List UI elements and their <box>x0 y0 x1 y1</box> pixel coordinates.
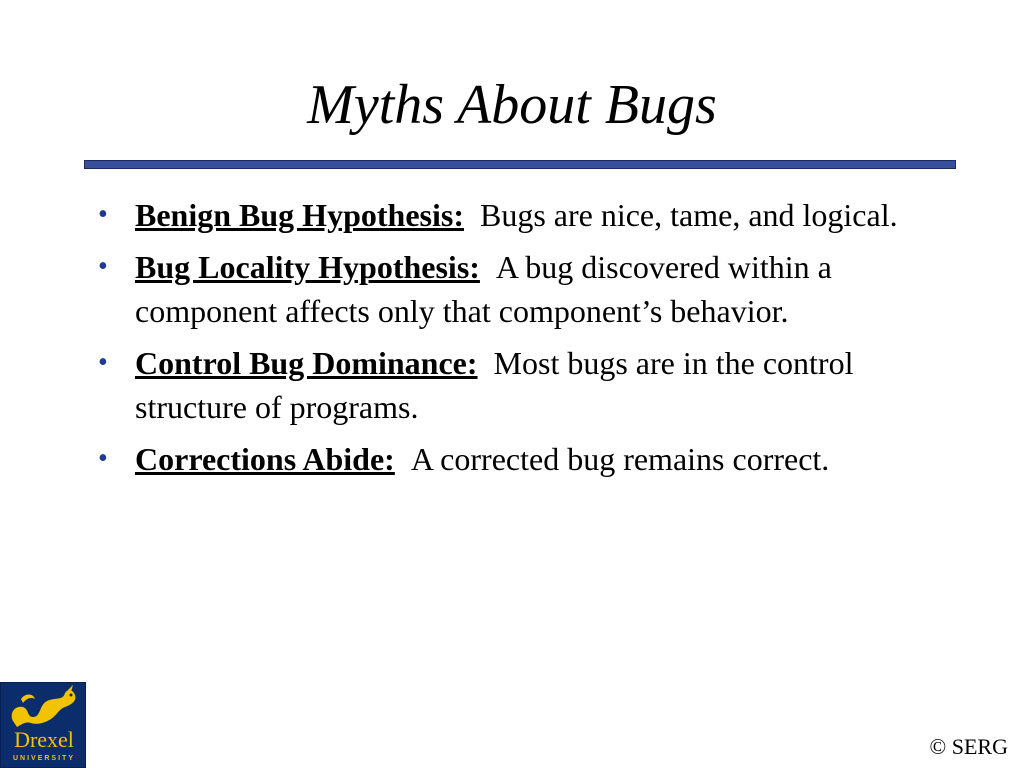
drexel-logo <box>0 682 86 768</box>
bullet-icon: • <box>98 251 108 282</box>
logo-wordmark: Drexel <box>14 727 74 752</box>
bullet-term: Corrections Abide: <box>135 441 395 477</box>
title-divider <box>84 160 956 169</box>
bullet-term: Bug Locality Hypothesis: <box>135 249 480 285</box>
bullet-text: A corrected bug remains correct. <box>410 441 830 477</box>
bullet-list <box>98 193 958 489</box>
bullet-icon: • <box>98 347 108 378</box>
bullet-term: Control Bug Dominance: <box>135 345 478 381</box>
bullet-item <box>98 437 958 481</box>
bullet-icon: • <box>98 443 108 474</box>
logo-subtext: UNIVERSITY <box>12 755 75 762</box>
bullet-text: Bugs are nice, tame, and logical. <box>479 197 898 233</box>
bullet-item <box>98 341 958 429</box>
bullet-text: A bug discovered within a component affects only that component’s behavior. <box>135 249 832 329</box>
bullet-text: Most bugs are in the control structure of programs. <box>135 345 854 425</box>
copyright-notice: © SERG <box>929 734 1008 759</box>
bullet-item <box>98 193 958 237</box>
dragon-icon <box>1 683 87 731</box>
bullet-item <box>98 245 958 333</box>
bullet-term: Benign Bug Hypothesis: <box>135 197 464 233</box>
slide-title: Myths About Bugs <box>307 74 717 136</box>
bullet-icon: • <box>98 199 108 230</box>
